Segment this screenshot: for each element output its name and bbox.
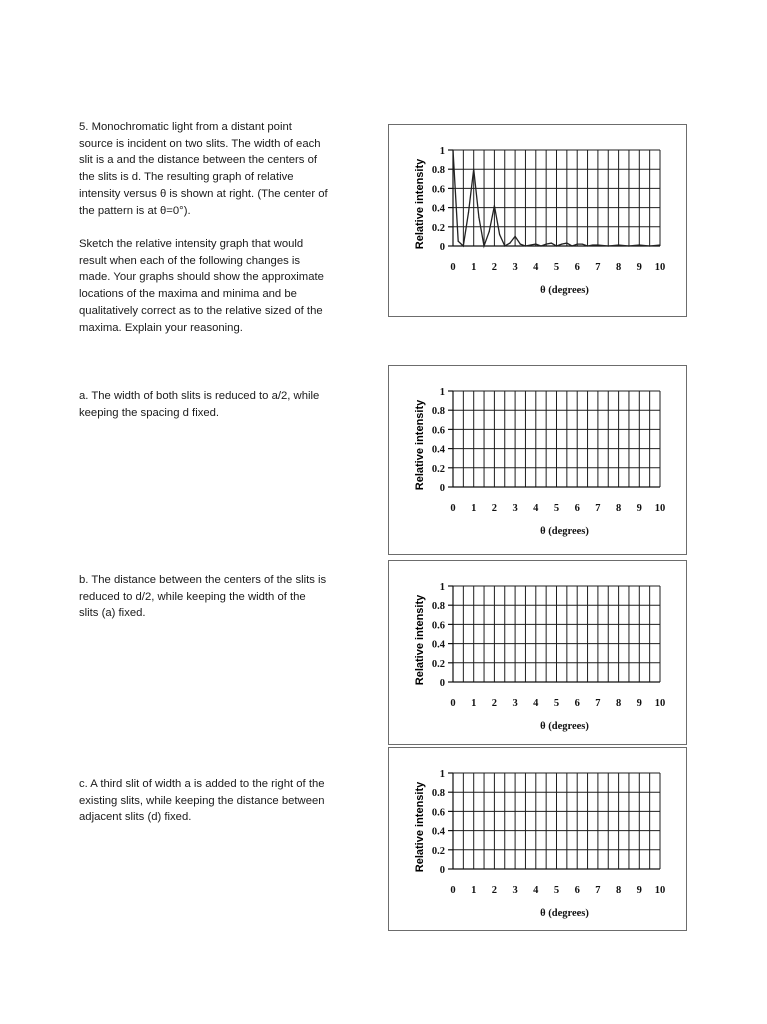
intro-line: 5. Monochromatic light from a distant point: [79, 121, 292, 133]
answer-graph-c[interactable]: [388, 747, 687, 931]
x-tick-label: 5: [553, 698, 560, 709]
y-tick-label: 0.2: [431, 222, 445, 234]
x-tick-label: 6: [574, 885, 580, 896]
y-tick-label: 0: [439, 483, 445, 494]
intensity-point: [546, 243, 547, 244]
intensity-chart-given: [389, 125, 686, 316]
part-c-line: adjacent slits (d) fixed.: [79, 811, 192, 824]
x-tick-label: 6: [574, 698, 580, 709]
intensity-point: [551, 243, 552, 244]
x-tick-label: 2: [491, 698, 498, 709]
intensity-point: [566, 243, 567, 244]
intensity-point: [452, 149, 453, 150]
intro-line: the pattern is at θ=0°).: [79, 204, 191, 217]
y-tick-label: 0.8: [431, 601, 445, 613]
x-tick-label: 4: [533, 262, 539, 273]
part-b-line: b. The distance between the centers of the slits is: [79, 574, 327, 586]
x-tick-label: 6: [574, 503, 580, 514]
x-tick-label: 1: [471, 503, 477, 514]
intensity-point: [515, 236, 516, 237]
intensity-chart-c[interactable]: [389, 748, 686, 930]
sketch-line: maxima. Explain your reasoning.: [79, 321, 243, 334]
y-tick-label: 1: [439, 582, 445, 593]
x-tick-label: 0: [450, 698, 456, 709]
y-tick-label: 1: [439, 387, 445, 398]
x-axis-title: θ (degrees): [540, 908, 589, 919]
x-tick-label: 8: [615, 262, 622, 273]
question-intro: [79, 119, 369, 219]
intensity-point: [561, 243, 562, 244]
y-tick-label: 0.8: [431, 406, 445, 418]
x-tick-label: 2: [491, 262, 498, 273]
part-a-text: [79, 388, 369, 421]
x-tick-label: 7: [595, 698, 601, 709]
x-tick-label: 7: [595, 503, 601, 514]
x-axis-title: θ (degrees): [540, 285, 589, 296]
x-tick-label: 10: [654, 503, 666, 514]
sketch-instructions: [79, 236, 369, 336]
intensity-chart-b[interactable]: [389, 561, 686, 744]
sketch-line: Sketch the relative intensity graph that would: [79, 238, 304, 250]
x-tick-label: 10: [654, 262, 666, 273]
intensity-point: [458, 241, 459, 242]
x-tick-label: 7: [595, 885, 601, 896]
intensity-point: [639, 244, 640, 245]
part-a-line: a. The width of both slits is reduced to a/2, while: [79, 390, 320, 402]
intensity-point: [556, 245, 557, 246]
x-tick-label: 1: [471, 698, 477, 709]
x-tick-label: 4: [533, 503, 539, 514]
x-tick-label: 7: [595, 262, 601, 273]
x-tick-label: 3: [512, 503, 518, 514]
intensity-point: [582, 243, 583, 244]
intensity-point: [504, 245, 505, 246]
y-axis-title: Relative intensity: [414, 158, 426, 250]
x-tick-label: 3: [512, 262, 518, 273]
x-tick-label: 5: [553, 885, 560, 896]
sketch-line: locations of the maxima and minima and be: [79, 288, 297, 301]
y-tick-label: 0.2: [431, 463, 445, 475]
y-tick-label: 0.4: [431, 444, 445, 456]
x-tick-label: 9: [636, 262, 642, 273]
x-tick-label: 5: [553, 262, 560, 273]
intensity-point: [520, 243, 521, 244]
y-tick-label: 0: [439, 865, 445, 876]
y-axis-title: Relative intensity: [414, 399, 426, 491]
part-b-text: [79, 572, 369, 622]
x-axis-title: θ (degrees): [540, 526, 589, 537]
intensity-point: [525, 245, 526, 246]
intensity-point: [463, 245, 464, 246]
intro-line: source is incident on two slits. The width of each: [79, 137, 321, 150]
y-tick-label: 0.8: [431, 165, 445, 177]
part-c-text: [79, 776, 369, 826]
y-tick-label: 0.4: [431, 826, 445, 838]
y-tick-label: 0.4: [431, 203, 445, 215]
x-tick-label: 4: [533, 698, 539, 709]
x-tick-label: 0: [450, 885, 456, 896]
intensity-point: [659, 244, 660, 245]
x-tick-label: 1: [471, 262, 477, 273]
y-tick-label: 1: [439, 769, 445, 780]
y-tick-label: 0.6: [431, 184, 445, 196]
intensity-point: [489, 231, 490, 232]
y-tick-label: 1: [439, 146, 445, 157]
sketch-line: made. Your graphs should show the approximate: [79, 271, 324, 284]
intensity-point: [540, 245, 541, 246]
x-tick-label: 9: [636, 503, 642, 514]
intensity-point: [608, 245, 609, 246]
intensity-point: [618, 244, 619, 245]
part-b-line: slits (a) fixed.: [79, 607, 146, 620]
x-tick-label: 2: [491, 885, 498, 896]
x-tick-label: 3: [512, 698, 518, 709]
x-tick-label: 8: [615, 503, 622, 514]
y-tick-label: 0.6: [431, 425, 445, 437]
part-a-line: keeping the spacing d fixed.: [79, 406, 220, 419]
x-tick-label: 5: [553, 503, 560, 514]
intensity-point: [509, 243, 510, 244]
intro-line: slit is a and the distance between the centers of: [79, 154, 318, 167]
y-tick-label: 0.2: [431, 845, 445, 857]
sketch-line: qualitatively correct as to the relative sized of the: [79, 304, 323, 317]
y-tick-label: 0.6: [431, 620, 445, 632]
y-axis-title: Relative intensity: [414, 594, 426, 686]
part-c-line: c. A third slit of width a is added to the right of the: [79, 778, 325, 790]
y-tick-label: 0: [439, 678, 445, 689]
part-c-line: existing slits, while keeping the distance between: [79, 794, 325, 807]
answer-graph-a[interactable]: [388, 365, 687, 555]
y-tick-label: 0.4: [431, 639, 445, 651]
intensity-point: [628, 245, 629, 246]
intensity-point: [499, 234, 500, 235]
intensity-point: [468, 212, 469, 213]
y-axis-title: Relative intensity: [414, 781, 426, 873]
x-tick-label: 10: [654, 885, 666, 896]
x-axis-title: θ (degrees): [540, 721, 589, 732]
part-b-line: reduced to d/2, while keeping the width of the: [79, 590, 306, 603]
x-tick-label: 8: [615, 885, 622, 896]
intensity-point: [530, 244, 531, 245]
x-tick-label: 4: [533, 885, 539, 896]
given-intensity-graph: [388, 124, 687, 317]
intensity-point: [597, 244, 598, 245]
intensity-point: [473, 169, 474, 170]
intensity-point: [592, 244, 593, 245]
intensity-chart-a[interactable]: [389, 366, 686, 554]
x-tick-label: 10: [654, 698, 666, 709]
y-tick-label: 0.6: [431, 807, 445, 819]
intro-line: intensity versus θ is shown at right. (The center of: [79, 187, 328, 200]
y-tick-label: 0: [439, 242, 445, 253]
intensity-point: [494, 205, 495, 206]
y-tick-label: 0.8: [431, 788, 445, 800]
intensity-point: [571, 245, 572, 246]
intro-line: the slits is d. The resulting graph of relative: [79, 171, 294, 184]
y-tick-label: 0.2: [431, 658, 445, 670]
answer-graph-b[interactable]: [388, 560, 687, 745]
question-number: 5: [79, 121, 86, 133]
x-tick-label: 0: [450, 503, 456, 514]
intensity-point: [577, 243, 578, 244]
intensity-point: [587, 245, 588, 246]
x-tick-label: 8: [615, 698, 622, 709]
x-tick-label: 2: [491, 503, 498, 514]
sketch-line: result when each of the following changes is: [79, 254, 301, 267]
intensity-point: [649, 245, 650, 246]
intensity-point: [535, 243, 536, 244]
x-tick-label: 0: [450, 262, 456, 273]
x-tick-label: 6: [574, 262, 580, 273]
x-tick-label: 1: [471, 885, 477, 896]
x-tick-label: 3: [512, 885, 518, 896]
x-tick-label: 9: [636, 885, 642, 896]
intensity-point: [483, 245, 484, 246]
x-tick-label: 9: [636, 698, 642, 709]
intensity-point: [478, 217, 479, 218]
